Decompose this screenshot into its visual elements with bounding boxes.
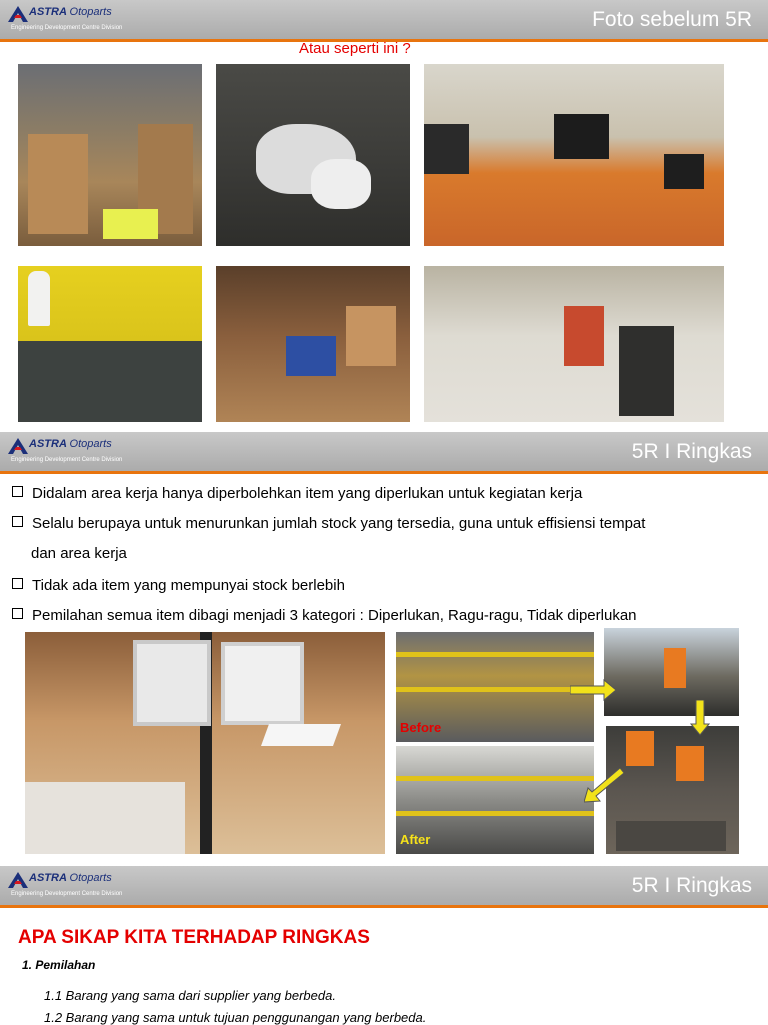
- list-item: 1.2 Barang yang sama untuk tujuan penggunangan yang berbeda.: [44, 1010, 427, 1025]
- slide-header: [0, 0, 768, 42]
- workbench-photo: [18, 266, 202, 422]
- astra-logo: [8, 5, 158, 37]
- list-item: 1.1 Barang yang sama dari supplier yang berbeda.: [44, 988, 336, 1003]
- sacks-photo: [424, 266, 724, 422]
- office-desk-photo: [424, 64, 724, 246]
- astra-logo-icon: [8, 438, 28, 454]
- section-heading: APA SIKAP KITA TERHADAP RINGKAS: [18, 927, 370, 948]
- bullet-item: Didalam area kerja hanya diperbolehkan item yang diperlukan untuk kegiatan kerja: [12, 485, 582, 502]
- slide-header: [0, 866, 768, 908]
- bullet-item: Selalu berupaya untuk menurunkan jumlah stock yang tersedia, guna untuk effisiensi tempat: [12, 515, 645, 532]
- checkbox-bullet-icon: [12, 486, 23, 497]
- messy-desk-photo: [25, 632, 385, 854]
- brand-sub: Otoparts: [69, 438, 112, 450]
- after-label: After: [400, 832, 431, 847]
- boxes-photo: [216, 266, 410, 422]
- brand-name: ASTRA: [29, 6, 67, 18]
- checkbox-bullet-icon: [12, 516, 23, 527]
- accent-stripe: [0, 905, 768, 908]
- arrow-diagonal-icon: [584, 768, 624, 804]
- astra-logo: [8, 437, 158, 469]
- slide-title: 5R I Ringkas: [631, 874, 752, 897]
- subheading: 1. Pemilahan: [22, 958, 96, 972]
- brand-division: Engineering Development Centre Division: [11, 457, 123, 463]
- slide-title: Foto sebelum 5R: [592, 8, 752, 31]
- warehouse-photo: [18, 64, 202, 246]
- checkbox-bullet-icon: [12, 608, 23, 619]
- astra-logo-icon: [8, 6, 28, 22]
- bullet-item: Tidak ada item yang mempunyai stock berlebih: [12, 577, 345, 594]
- slide-header: [0, 432, 768, 474]
- bullet-continuation: dan area kerja: [31, 545, 127, 562]
- brand-name: ASTRA: [29, 872, 67, 884]
- brand-division: Engineering Development Centre Division: [11, 891, 123, 897]
- before-label: Before: [400, 720, 442, 735]
- brand-division: Engineering Development Centre Division: [11, 25, 123, 31]
- slide-title: 5R I Ringkas: [631, 440, 752, 463]
- arrow-down-icon: [690, 700, 710, 736]
- accent-stripe: [0, 471, 768, 474]
- brand-sub: Otoparts: [69, 872, 112, 884]
- workers-sorting-photo: [604, 628, 739, 716]
- workers-parts-photo: [606, 726, 739, 854]
- arrow-right-icon: [570, 678, 618, 702]
- bullet-item: Pemilahan semua item dibagi menjadi 3 kategori : Diperlukan, Ragu-ragu, Tidak diperlukan: [12, 607, 637, 624]
- astra-logo-icon: [8, 872, 28, 888]
- brand-name: ASTRA: [29, 438, 67, 450]
- astra-logo: [8, 871, 158, 903]
- storage-photo: [216, 64, 410, 246]
- checkbox-bullet-icon: [12, 578, 23, 589]
- photo-caption: Atau seperti ini ?: [299, 40, 411, 57]
- brand-sub: Otoparts: [69, 6, 112, 18]
- before-shelf-photo: [396, 632, 594, 742]
- after-shelf-photo: [396, 746, 594, 854]
